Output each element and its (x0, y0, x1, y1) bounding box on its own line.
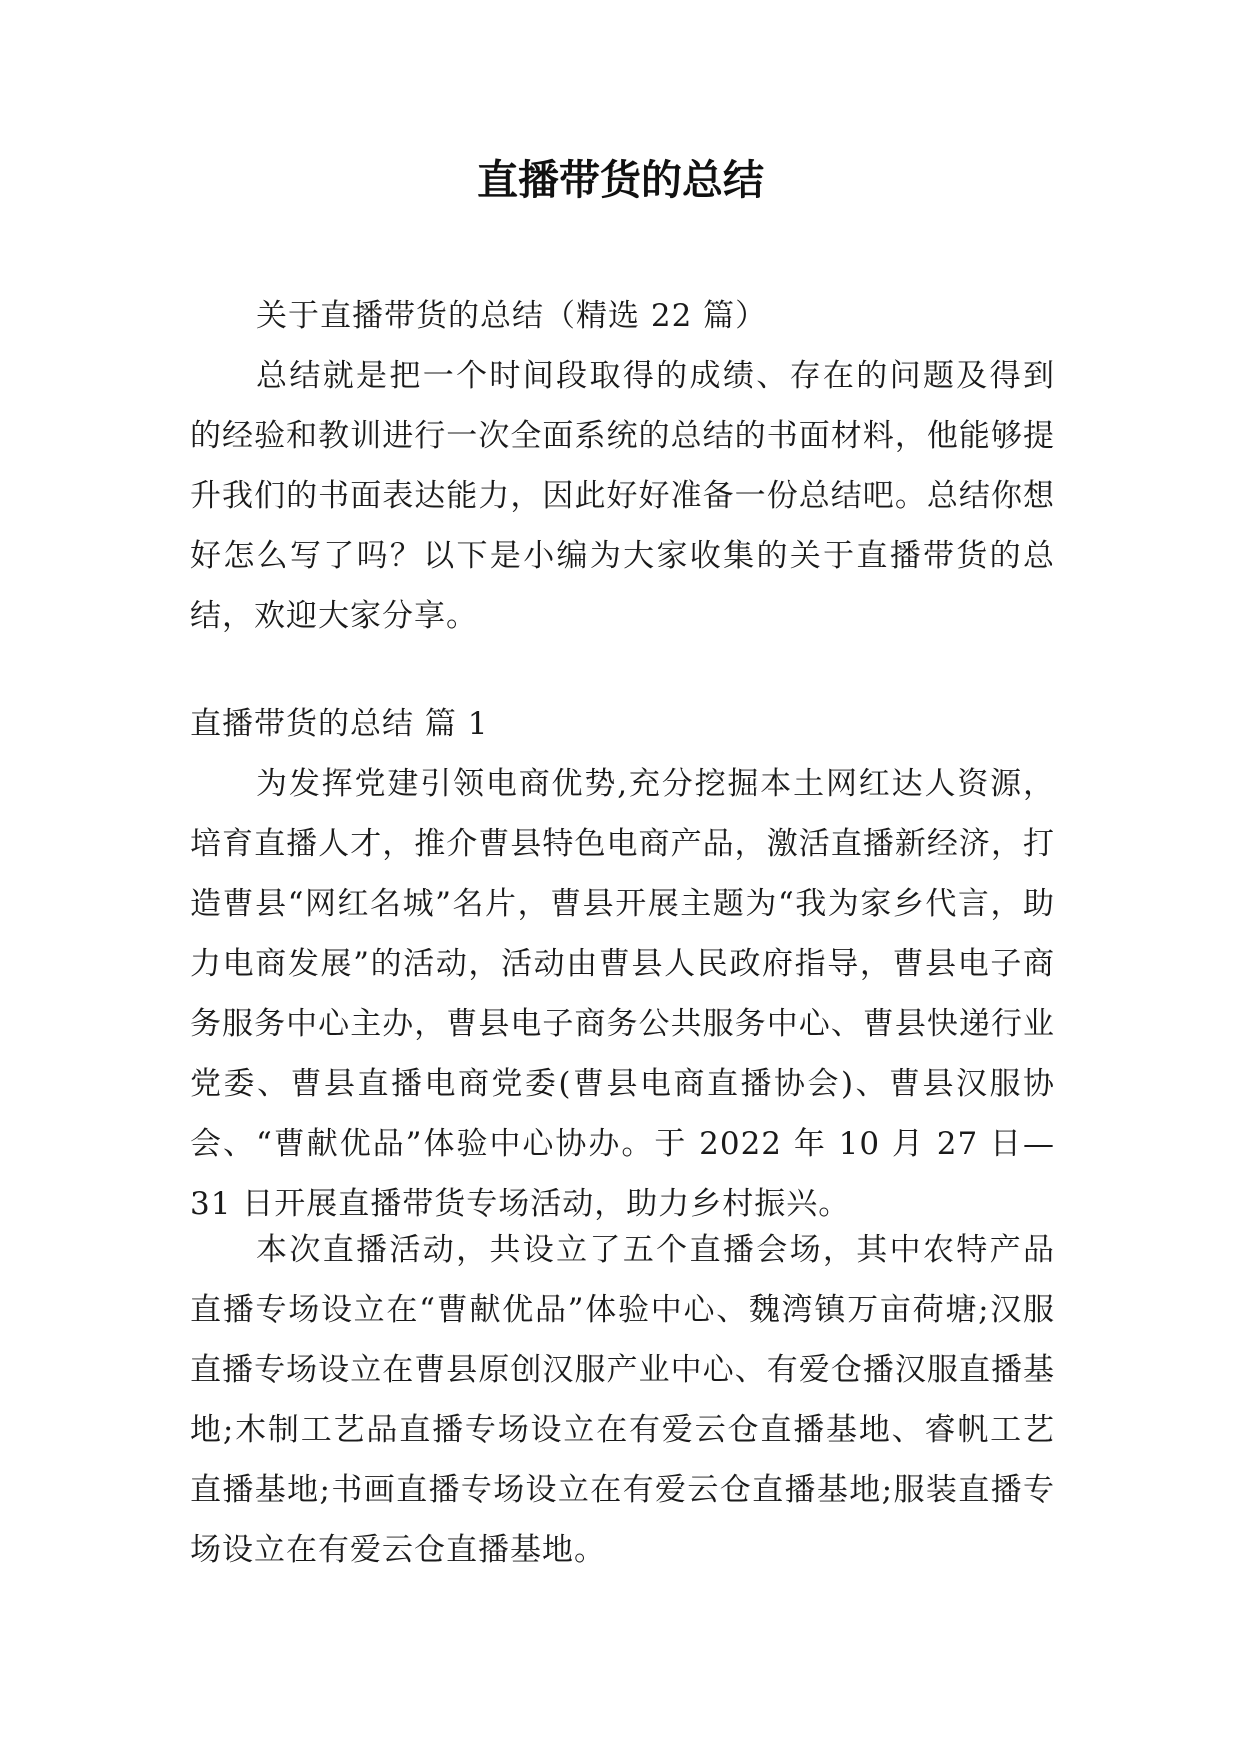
intro-paragraph: 总结就是把一个时间段取得的成绩、存在的问题及得到的经验和教训进行一次全面系统的总结的书面材料，他能够提升我们的书面表达能力，因此好好准备一份总结吧。总结你想好怎么写了吗？以下是小编为大家收集的关于直播带货的总结，欢迎大家分享。 (190, 358, 1055, 634)
body-paragraph: 本次直播活动，共设立了五个直播会场，其中农特产品直播专场设立在“曹献优品”体验中心、魏湾镇万亩荷塘;汉服直播专场设立在曹县原创汉服产业中心、有爱仓播汉服直播基地;木制工艺品直播专场设立在有爱云仓直播基地、睿帆工艺直播基地;书画直播专场设立在有爱云仓直播基地;服装直播专场设立在有爱云仓直播基地。 (190, 1232, 1055, 1568)
section-heading: 直播带货的总结 篇 1 (190, 706, 489, 742)
document-subtitle: 关于直播带货的总结（精选 22 篇） (256, 298, 768, 334)
body-paragraph: 为发挥党建引领电商优势,充分挖掘本土网红达人资源，培育直播人才，推介曹县特色电商产品，激活直播新经济，打造曹县“网红名城”名片，曹县开展主题为“我为家乡代言，助力电商发展”的活动，活动由曹县人民政府指导，曹县电子商务服务中心主办，曹县电子商务公共服务中心、曹县快递行业党委、曹县直播电商党委(曹县电商直播协会)、曹县汉服协会、“曹献优品”体验中心协办。于 2022 年 10 月 27 日—31 日开展直播带货专场活动，助力乡村振兴。 (190, 766, 1055, 1222)
document-title: 直播带货的总结 (477, 156, 764, 204)
